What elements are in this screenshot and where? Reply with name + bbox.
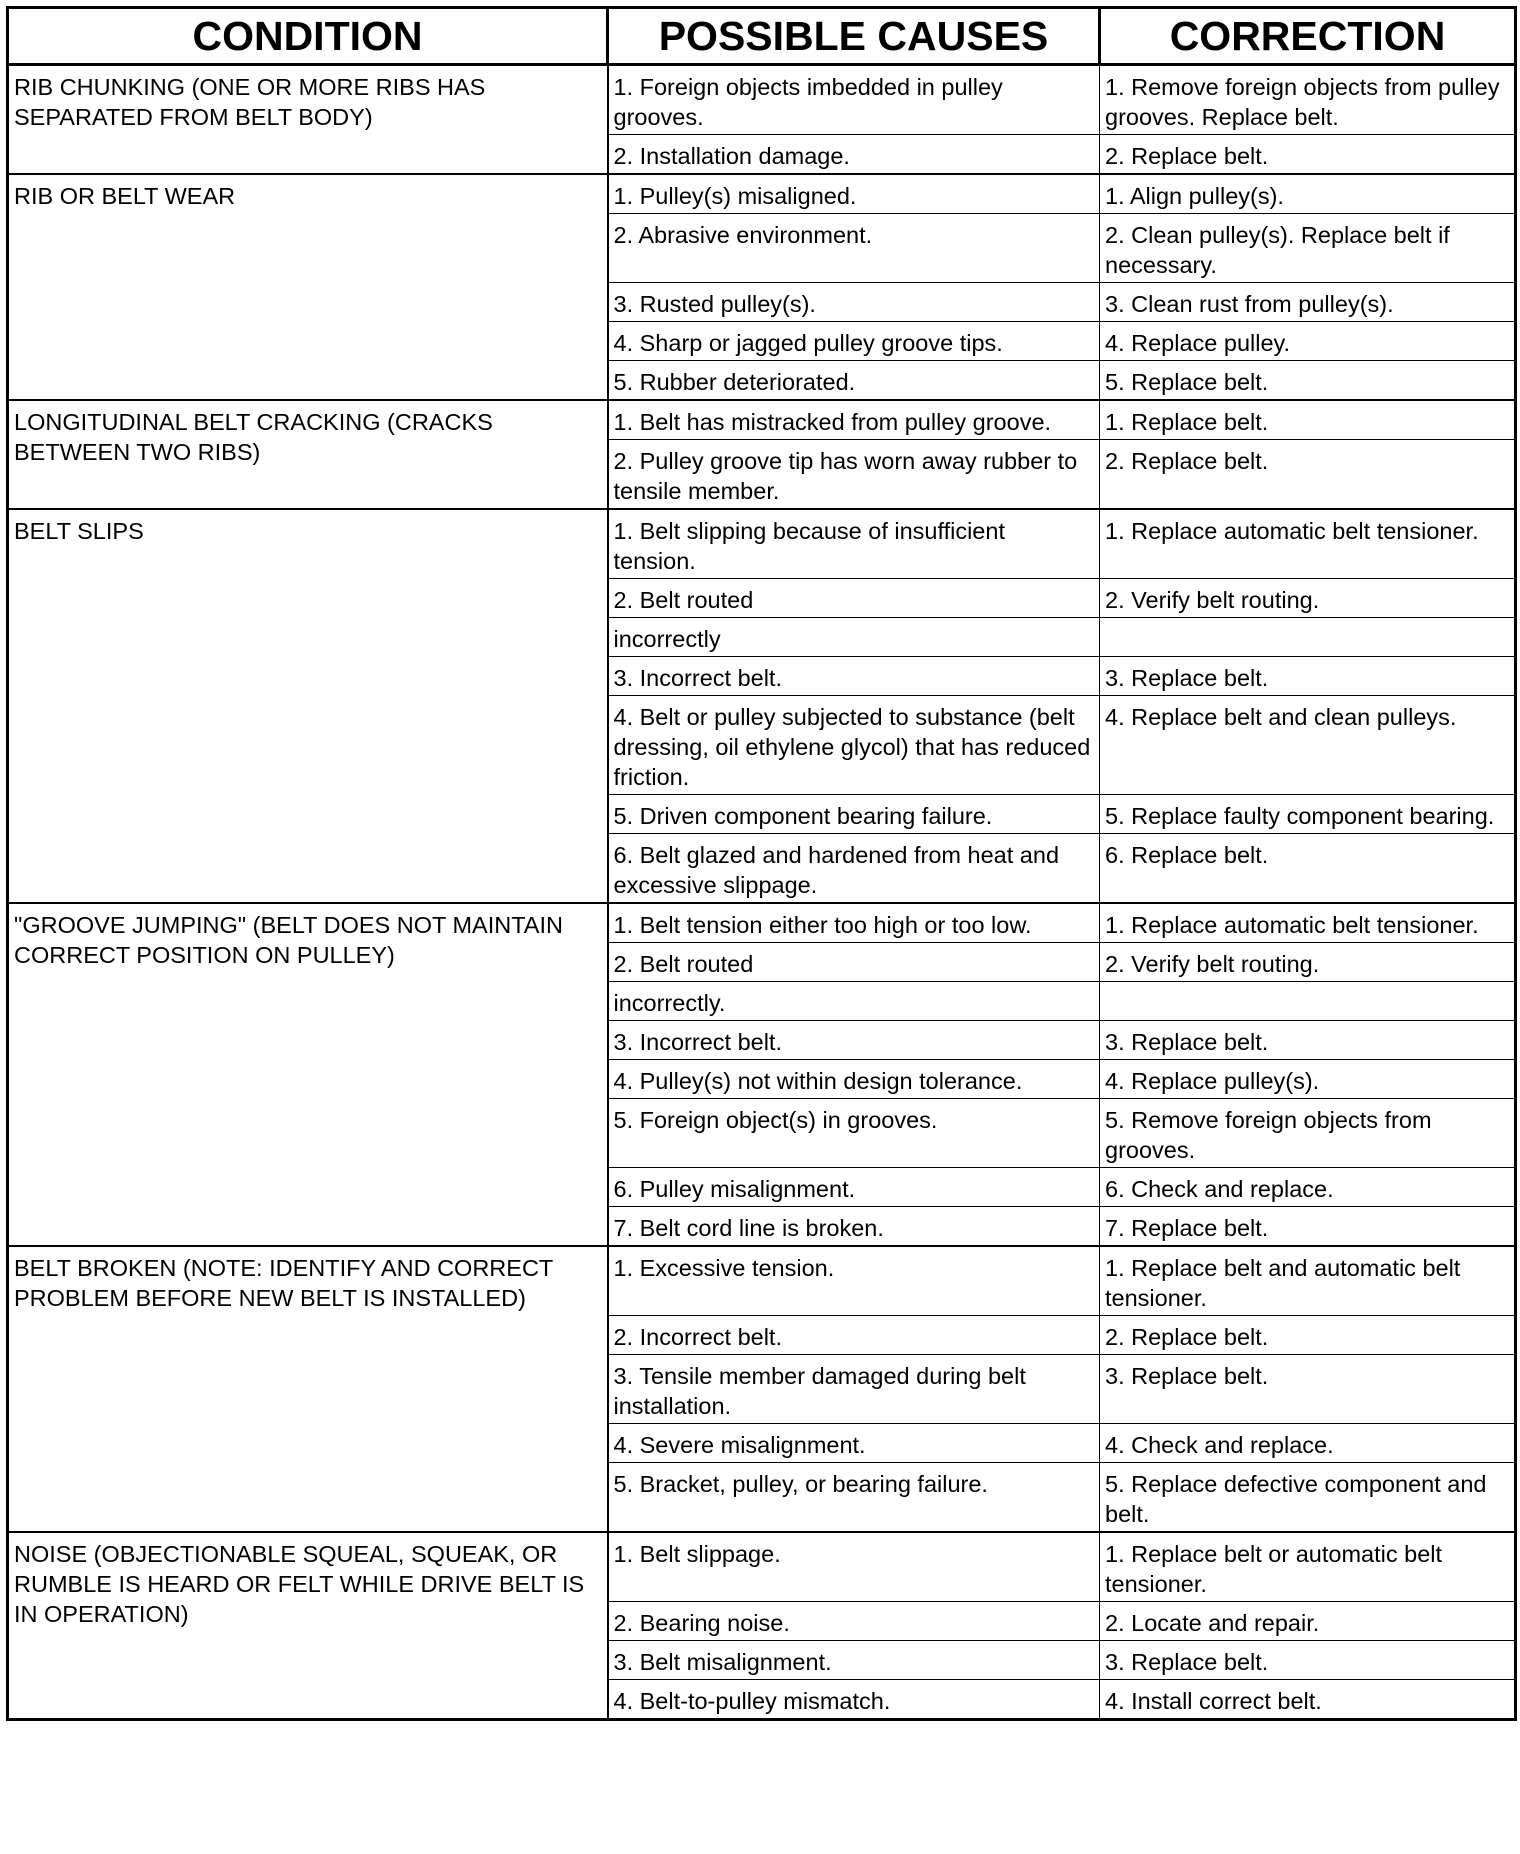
cause-cell: 4. Severe misalignment. [608, 1424, 1100, 1463]
correction-cell: 4. Replace belt and clean pulleys. [1100, 696, 1516, 795]
cause-cell: 3. Belt misalignment. [608, 1641, 1100, 1680]
cause-cell: 7. Belt cord line is broken. [608, 1207, 1100, 1247]
cause-cell: 2. Incorrect belt. [608, 1316, 1100, 1355]
table-row [8, 903, 1516, 943]
condition-cell: RIB OR BELT WEAR [8, 174, 608, 400]
cause-cell: 1. Pulley(s) misaligned. [608, 174, 1100, 214]
condition-cell: NOISE (OBJECTIONABLE SQUEAL, SQUEAK, OR RUMBLE IS HEARD OR FELT WHILE DRIVE BELT IS IN OPERATION) [8, 1532, 608, 1720]
header-possible-causes: POSSIBLE CAUSES [608, 8, 1100, 65]
correction-cell: 1. Replace belt. [1100, 400, 1516, 440]
cause-cell: 5. Rubber deteriorated. [608, 361, 1100, 401]
correction-cell: 2. Clean pulley(s). Replace belt if necessary. [1100, 214, 1516, 283]
table-row [8, 400, 1516, 440]
correction-cell: 5. Replace belt. [1100, 361, 1516, 401]
belt-diagnosis-table [6, 6, 1517, 1721]
correction-cell: 2. Replace belt. [1100, 440, 1516, 510]
correction-cell: 6. Replace belt. [1100, 834, 1516, 904]
cause-cell: 3. Rusted pulley(s). [608, 283, 1100, 322]
table-row [8, 1532, 1516, 1602]
cause-cell: 1. Belt slipping because of insufficient tension. [608, 509, 1100, 579]
cause-cell: 3. Incorrect belt. [608, 657, 1100, 696]
correction-cell: 3. Clean rust from pulley(s). [1100, 283, 1516, 322]
condition-cell: BELT SLIPS [8, 509, 608, 903]
correction-cell: 1. Remove foreign objects from pulley grooves. Replace belt. [1100, 65, 1516, 135]
correction-cell: 3. Replace belt. [1100, 1641, 1516, 1680]
header-condition: CONDITION [8, 8, 608, 65]
cause-cell: 6. Pulley misalignment. [608, 1168, 1100, 1207]
cause-cell: 4. Belt-to-pulley mismatch. [608, 1680, 1100, 1720]
correction-cell: 5. Remove foreign objects from grooves. [1100, 1099, 1516, 1168]
table-body [8, 65, 1516, 1720]
correction-cell: 2. Verify belt routing. [1100, 943, 1516, 982]
cause-cell: 5. Foreign object(s) in grooves. [608, 1099, 1100, 1168]
cause-cell: 4. Belt or pulley subjected to substance (belt dressing, oil ethylene glycol) that has reduced friction. [608, 696, 1100, 795]
correction-cell: 3. Replace belt. [1100, 657, 1516, 696]
correction-cell: 6. Check and replace. [1100, 1168, 1516, 1207]
table-row [8, 1246, 1516, 1316]
correction-cell: 3. Replace belt. [1100, 1021, 1516, 1060]
cause-cell: 2. Installation damage. [608, 135, 1100, 175]
correction-cell: 4. Replace pulley. [1100, 322, 1516, 361]
correction-cell: 1. Align pulley(s). [1100, 174, 1516, 214]
cause-cell: 5. Bracket, pulley, or bearing failure. [608, 1463, 1100, 1533]
table-row [8, 174, 1516, 214]
diagnosis-table-container [6, 6, 1514, 1721]
cause-cell: 4. Pulley(s) not within design tolerance. [608, 1060, 1100, 1099]
cause-cell: 1. Excessive tension. [608, 1246, 1100, 1316]
cause-cell: 5. Driven component bearing failure. [608, 795, 1100, 834]
correction-cell: 2. Replace belt. [1100, 1316, 1516, 1355]
table-row [8, 509, 1516, 579]
correction-cell: 3. Replace belt. [1100, 1355, 1516, 1424]
correction-cell [1100, 618, 1516, 657]
correction-cell: 5. Replace faulty component bearing. [1100, 795, 1516, 834]
correction-cell: 4. Replace pulley(s). [1100, 1060, 1516, 1099]
condition-cell: LONGITUDINAL BELT CRACKING (CRACKS BETWEEN TWO RIBS) [8, 400, 608, 509]
cause-cell: 1. Belt tension either too high or too low. [608, 903, 1100, 943]
correction-cell: 4. Check and replace. [1100, 1424, 1516, 1463]
cause-cell: incorrectly. [608, 982, 1100, 1021]
cause-cell: 6. Belt glazed and hardened from heat and excessive slippage. [608, 834, 1100, 904]
cause-cell: 2. Belt routed [608, 943, 1100, 982]
condition-cell: "GROOVE JUMPING" (BELT DOES NOT MAINTAIN CORRECT POSITION ON PULLEY) [8, 903, 608, 1246]
correction-cell: 5. Replace defective component and belt. [1100, 1463, 1516, 1533]
correction-cell: 1. Replace automatic belt tensioner. [1100, 903, 1516, 943]
cause-cell: 1. Belt slippage. [608, 1532, 1100, 1602]
condition-cell: BELT BROKEN (NOTE: IDENTIFY AND CORRECT PROBLEM BEFORE NEW BELT IS INSTALLED) [8, 1246, 608, 1532]
cause-cell: 3. Incorrect belt. [608, 1021, 1100, 1060]
header-correction: CORRECTION [1100, 8, 1516, 65]
correction-cell: 2. Locate and repair. [1100, 1602, 1516, 1641]
cause-cell: 1. Belt has mistracked from pulley groove. [608, 400, 1100, 440]
cause-cell: 2. Belt routed [608, 579, 1100, 618]
table-row [8, 65, 1516, 135]
cause-cell: 3. Tensile member damaged during belt installation. [608, 1355, 1100, 1424]
cause-cell: 2. Pulley groove tip has worn away rubber to tensile member. [608, 440, 1100, 510]
table-header [8, 8, 1516, 65]
cause-cell: 1. Foreign objects imbedded in pulley grooves. [608, 65, 1100, 135]
correction-cell: 4. Install correct belt. [1100, 1680, 1516, 1720]
cause-cell: incorrectly [608, 618, 1100, 657]
header-row [8, 8, 1516, 65]
correction-cell: 2. Verify belt routing. [1100, 579, 1516, 618]
cause-cell: 2. Abrasive environment. [608, 214, 1100, 283]
cause-cell: 4. Sharp or jagged pulley groove tips. [608, 322, 1100, 361]
cause-cell: 2. Bearing noise. [608, 1602, 1100, 1641]
correction-cell: 1. Replace belt or automatic belt tensioner. [1100, 1532, 1516, 1602]
correction-cell [1100, 982, 1516, 1021]
correction-cell: 7. Replace belt. [1100, 1207, 1516, 1247]
correction-cell: 1. Replace automatic belt tensioner. [1100, 509, 1516, 579]
correction-cell: 2. Replace belt. [1100, 135, 1516, 175]
condition-cell: RIB CHUNKING (ONE OR MORE RIBS HAS SEPARATED FROM BELT BODY) [8, 65, 608, 175]
correction-cell: 1. Replace belt and automatic belt tensioner. [1100, 1246, 1516, 1316]
